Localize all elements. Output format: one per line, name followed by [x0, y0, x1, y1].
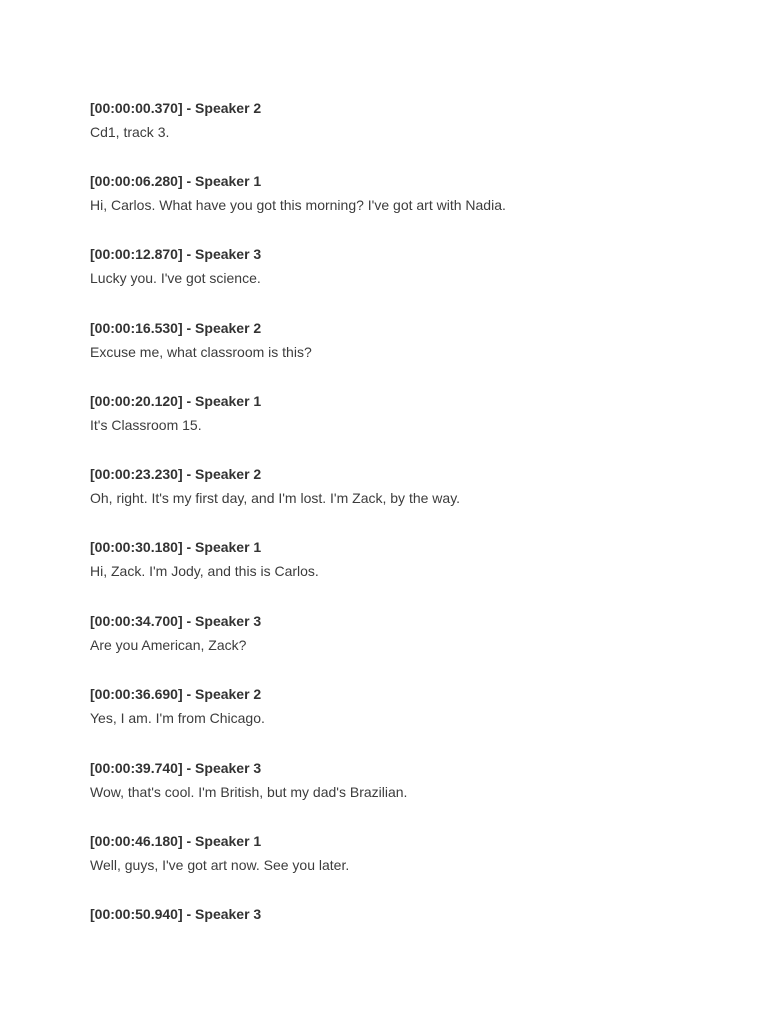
entry-text: Yes, I am. I'm from Chicago. [90, 710, 265, 726]
transcript-entry [90, 760, 710, 801]
entry-timestamp-speaker: [00:00:39.740] - Speaker 3 [90, 760, 262, 776]
entry-text: Wow, that's cool. I'm British, but my dad's Brazilian. [90, 784, 408, 800]
transcript-entry [90, 833, 710, 874]
entry-text: Cd1, track 3. [90, 124, 170, 140]
entry-text: Lucky you. I've got science. [90, 270, 261, 286]
transcript-entry [90, 539, 710, 580]
entry-timestamp-speaker: [00:00:46.180] - Speaker 1 [90, 833, 262, 849]
entry-text: Well, guys, I've got art now. See you later. [90, 857, 350, 873]
transcript-entry [90, 173, 710, 214]
entry-timestamp-speaker: [00:00:16.530] - Speaker 2 [90, 320, 262, 336]
entry-timestamp-speaker: [00:00:36.690] - Speaker 2 [90, 686, 262, 702]
entry-text: Hi, Zack. I'm Jody, and this is Carlos. [90, 563, 319, 579]
transcript-entry [90, 686, 710, 727]
transcript-entry [90, 246, 710, 287]
transcript-entry [90, 613, 710, 654]
transcript-entry [90, 100, 710, 141]
entry-text: Excuse me, what classroom is this? [90, 344, 312, 360]
entry-timestamp-speaker: [00:00:50.940] - Speaker 3 [90, 906, 262, 922]
entry-timestamp-speaker: [00:00:06.280] - Speaker 1 [90, 173, 262, 189]
entry-timestamp-speaker: [00:00:30.180] - Speaker 1 [90, 539, 262, 555]
transcript-entry [90, 466, 710, 507]
entry-timestamp-speaker: [00:00:34.700] - Speaker 3 [90, 613, 262, 629]
entry-timestamp-speaker: [00:00:23.230] - Speaker 2 [90, 466, 262, 482]
entry-text: It's Classroom 15. [90, 417, 202, 433]
transcript-entry [90, 906, 710, 923]
entry-timestamp-speaker: [00:00:20.120] - Speaker 1 [90, 393, 262, 409]
entry-timestamp-speaker: [00:00:12.870] - Speaker 3 [90, 246, 262, 262]
entry-timestamp-speaker: [00:00:00.370] - Speaker 2 [90, 100, 262, 116]
entry-text: Oh, right. It's my first day, and I'm lost. I'm Zack, by the way. [90, 490, 461, 506]
entry-text: Are you American, Zack? [90, 637, 247, 653]
transcript-entry [90, 393, 710, 434]
transcript-entry [90, 320, 710, 361]
entry-text: Hi, Carlos. What have you got this morning? I've got art with Nadia. [90, 197, 506, 213]
